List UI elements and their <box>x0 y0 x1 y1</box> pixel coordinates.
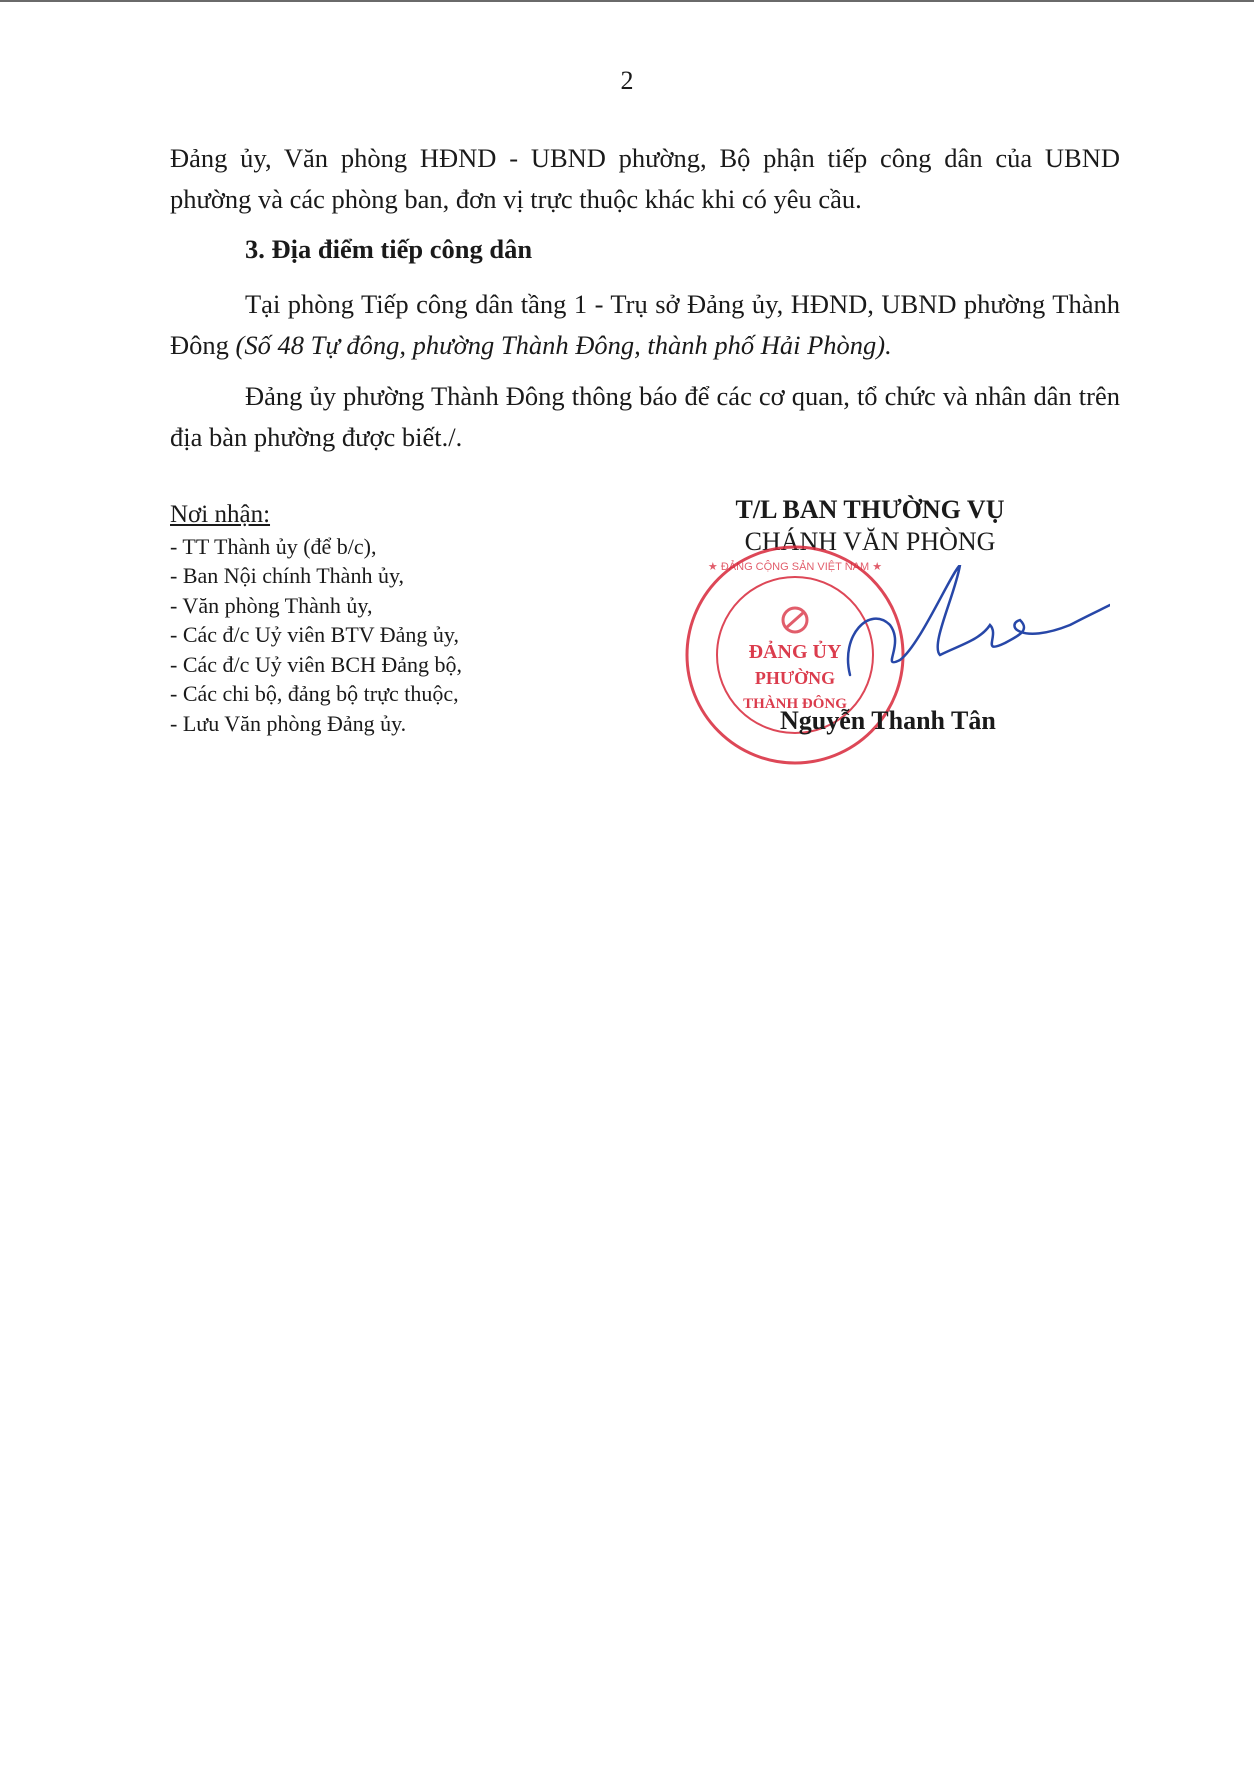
recipient-item: - Các đ/c Uỷ viên BTV Đảng ủy, <box>170 622 459 647</box>
signature-org: T/L BAN THƯỜNG VỤ <box>735 495 1005 524</box>
section-heading-3: 3. Địa điểm tiếp công dân <box>245 234 533 264</box>
scan-edge <box>0 0 1254 2</box>
recipients-title: Nơi nhận: <box>170 501 271 528</box>
signature-position: CHÁNH VĂN PHÒNG <box>744 527 996 556</box>
svg-text:★ ĐẢNG CỘNG SẢN VIỆT NAM ★: ★ ĐẢNG CỘNG SẢN VIỆT NAM ★ <box>707 561 883 573</box>
recipient-item: - Văn phòng Thành ủy, <box>170 592 373 618</box>
handwritten-signature <box>830 565 1110 685</box>
recipient-item: - Các chi bộ, đảng bộ trực thuộc, <box>170 681 459 706</box>
paragraph-2 <box>170 284 1120 366</box>
page-number: 2 <box>620 66 634 95</box>
seal-line-3: THÀNH ĐÔNG <box>743 696 847 712</box>
recipient-item: - Ban Nội chính Thành ủy, <box>170 563 405 588</box>
recipient-item: - Các đ/c Uỷ viên BCH Đảng bộ, <box>170 651 463 677</box>
signer-name: Nguyễn Thanh Tân <box>780 706 996 735</box>
recipient-item: - Lưu Văn phòng Đảng ủy. <box>170 710 407 736</box>
recipients-block <box>170 500 462 738</box>
seal-line-1: ĐẢNG ỦY <box>748 641 842 663</box>
recipient-item: - TT Thành ủy (để b/c), <box>170 533 377 559</box>
paragraph-3: Đảng ủy phường Thành Đông thông báo để các cơ quan, tổ chức và nhân dân trên địa bàn phường được biết./. <box>170 381 1120 452</box>
paragraph-2-text: Tại phòng Tiếp công dân tầng 1 - Trụ sở Đảng ủy, HĐND, UBND phường Thành Đông <box>170 289 1120 360</box>
seal-line-2: PHƯỜNG <box>754 668 836 688</box>
paragraph-1: Đảng ủy, Văn phòng HĐND - UBND phường, Bộ phận tiếp công dân của UBND phường và các phòng ban, đơn vị trực thuộc khác khi có yêu cầu. <box>170 143 1120 214</box>
paragraph-2-address: (Số 48 Tự đông, phường Thành Đông, thành phố Hải Phòng). <box>235 330 892 360</box>
